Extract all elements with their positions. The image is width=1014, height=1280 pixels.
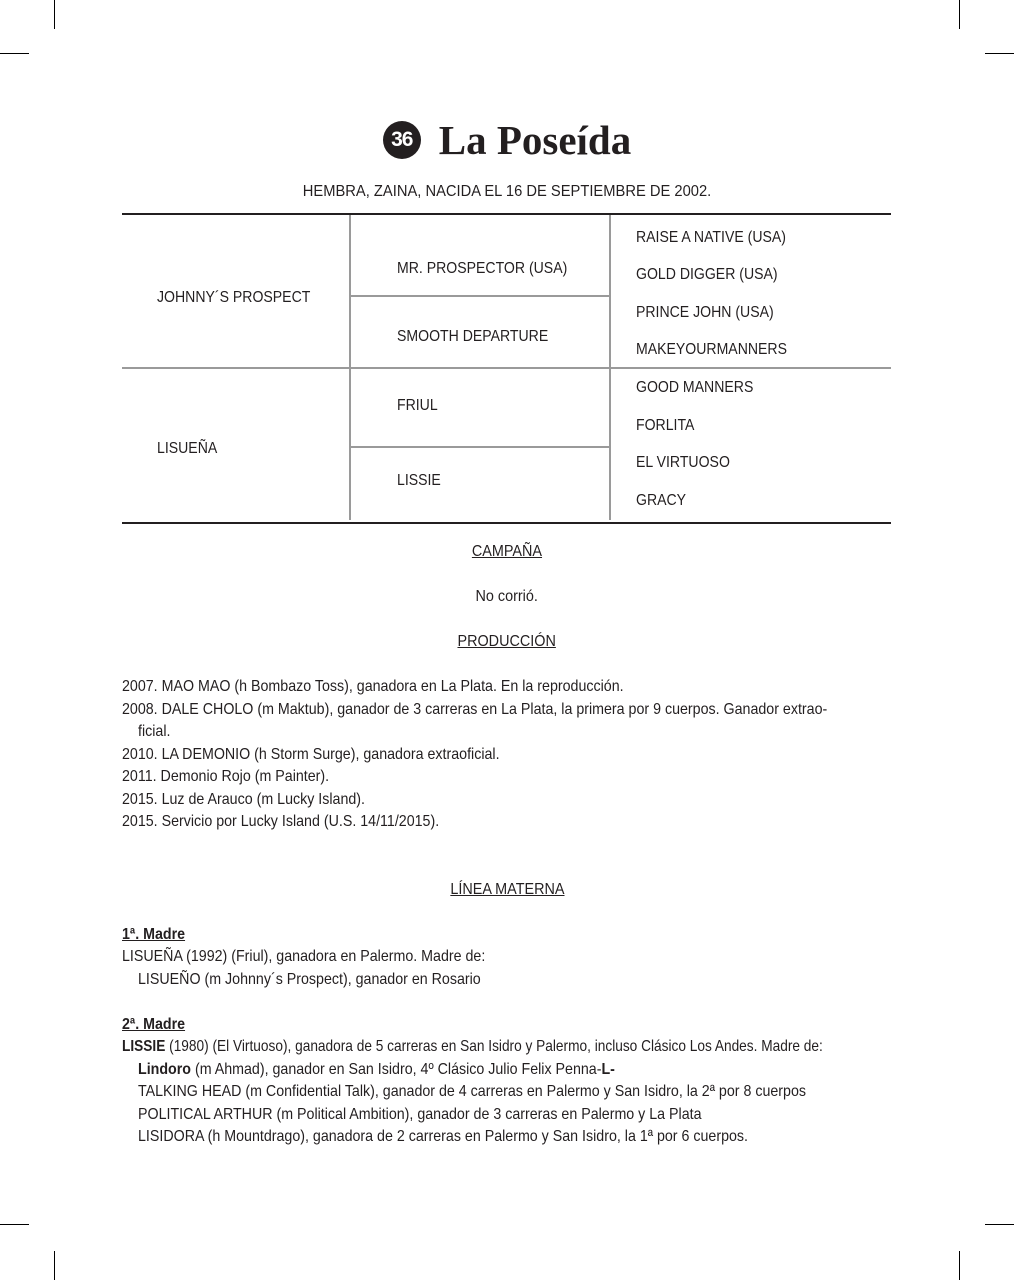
pedigree-sire: JOHNNY´S PROSPECT [157,289,311,306]
crop-mark-bottom-left-h [0,1224,29,1225]
pedigree-ggp-1: RAISE A NATIVE (USA) [636,229,786,246]
crop-mark-top-left-v [54,0,55,29]
madre2-intro [122,1038,823,1056]
crop-mark-top-left-h [0,53,29,54]
crop-mark-top-right-h [985,53,1014,54]
pedigree-sire-sire: MR. PROSPECTOR (USA) [397,260,568,277]
madre2-offspring [138,1061,615,1079]
madre2-offspring: TALKING HEAD (m Confidential Talk), ganador de 4 carreras en Palermo y San Isidro, la 2ª por 8 cuerpos [138,1083,807,1100]
offspring-suffix-bold: L- [601,1061,615,1078]
produccion-line: 2007. MAO MAO (h Bombazo Toss), ganadora en La Plata. En la reproducción. [122,678,624,695]
campana-heading-row [0,543,1014,561]
produccion-line: 2011. Demonio Rojo (m Painter). [122,768,330,785]
madre1-offspring: LISUEÑO (m Johnny´s Prospect), ganador en Rosario [138,971,481,988]
pedigree-ggp-4: MAKEYOURMANNERS [636,341,787,358]
produccion-heading-row [0,633,1014,651]
pedigree-table [122,213,891,524]
produccion-line: 2010. LA DEMONIO (h Storm Surge), ganadora extraoficial. [122,746,500,763]
campana-text: No corrió. [475,588,539,605]
linea-materna-heading-row [0,881,1014,899]
ped-divider-mid [122,367,891,369]
ped-divider-dam-half [350,446,610,448]
produccion-line-continuation: ficial. [138,723,171,740]
page-header [0,116,1014,166]
crop-mark-bottom-right-v [959,1251,960,1280]
ped-divider-sire-half [350,295,610,297]
campana-heading: CAMPAÑA [471,543,543,560]
pedigree-ggp-3: PRINCE JOHN (USA) [636,304,774,321]
madre1-intro: LISUEÑA (1992) (Friul), ganadora en Palermo. Madre de: [122,948,486,965]
page-title: La Poseída [438,117,632,163]
madre2-offspring: POLITICAL ARTHUR (m Political Ambition), ganador de 3 carreras en Palermo y La Plata [138,1106,702,1123]
horse-description: HEMBRA, ZAINA, NACIDA EL 16 DE SEPTIEMBRE DE 2002. [302,183,712,200]
pedigree-ggp-5: GOOD MANNERS [636,379,754,396]
linea-materna-heading: LÍNEA MATERNA [449,881,565,898]
pedigree-ggp-6: FORLITA [636,417,695,434]
pedigree-ggp-8: GRACY [636,492,687,509]
entry-number-badge: 36 [383,121,421,159]
madre2-heading: 2ª. Madre [122,1016,186,1033]
pedigree-dam-dam: LISSIE [397,472,441,489]
produccion-line: 2015. Luz de Arauco (m Lucky Island). [122,791,366,808]
madre2-name: LISSIE [122,1038,166,1055]
pedigree-ggp-2: GOLD DIGGER (USA) [636,266,778,283]
madre1-heading: 1ª. Madre [122,926,186,943]
crop-mark-bottom-right-h [985,1224,1014,1225]
pedigree-sire-dam: SMOOTH DEPARTURE [397,328,549,345]
campana-text-row [0,588,1014,606]
produccion-line: 2015. Servicio por Lucky Island (U.S. 14/11/2015). [122,813,440,830]
offspring-text: (m Ahmad), ganador en San Isidro, 4º Clásico Julio Felix Penna- [190,1061,602,1078]
pedigree-dam: LISUEÑA [157,440,218,457]
pedigree-dam-sire: FRIUL [397,397,438,414]
pedigree-ggp-7: EL VIRTUOSO [636,454,730,471]
crop-mark-top-right-v [959,0,960,29]
produccion-line: 2008. DALE CHOLO (m Maktub), ganador de 3 carreras en La Plata, la primera por 9 cuerpos. Ganador extrao- [122,701,828,718]
offspring-name-bold: Lindoro [138,1061,191,1078]
madre2-intro-text: (1980) (El Virtuoso), ganadora de 5 carreras en San Isidro y Palermo, incluso Clásico Los Andes. Madre de: [165,1038,823,1055]
madre2-offspring: LISIDORA (h Mountdrago), ganadora de 2 carreras en Palermo y San Isidro, la 1ª por 6 cuerpos. [138,1128,748,1145]
produccion-heading: PRODUCCIÓN [457,633,557,650]
crop-mark-bottom-left-v [54,1251,55,1280]
